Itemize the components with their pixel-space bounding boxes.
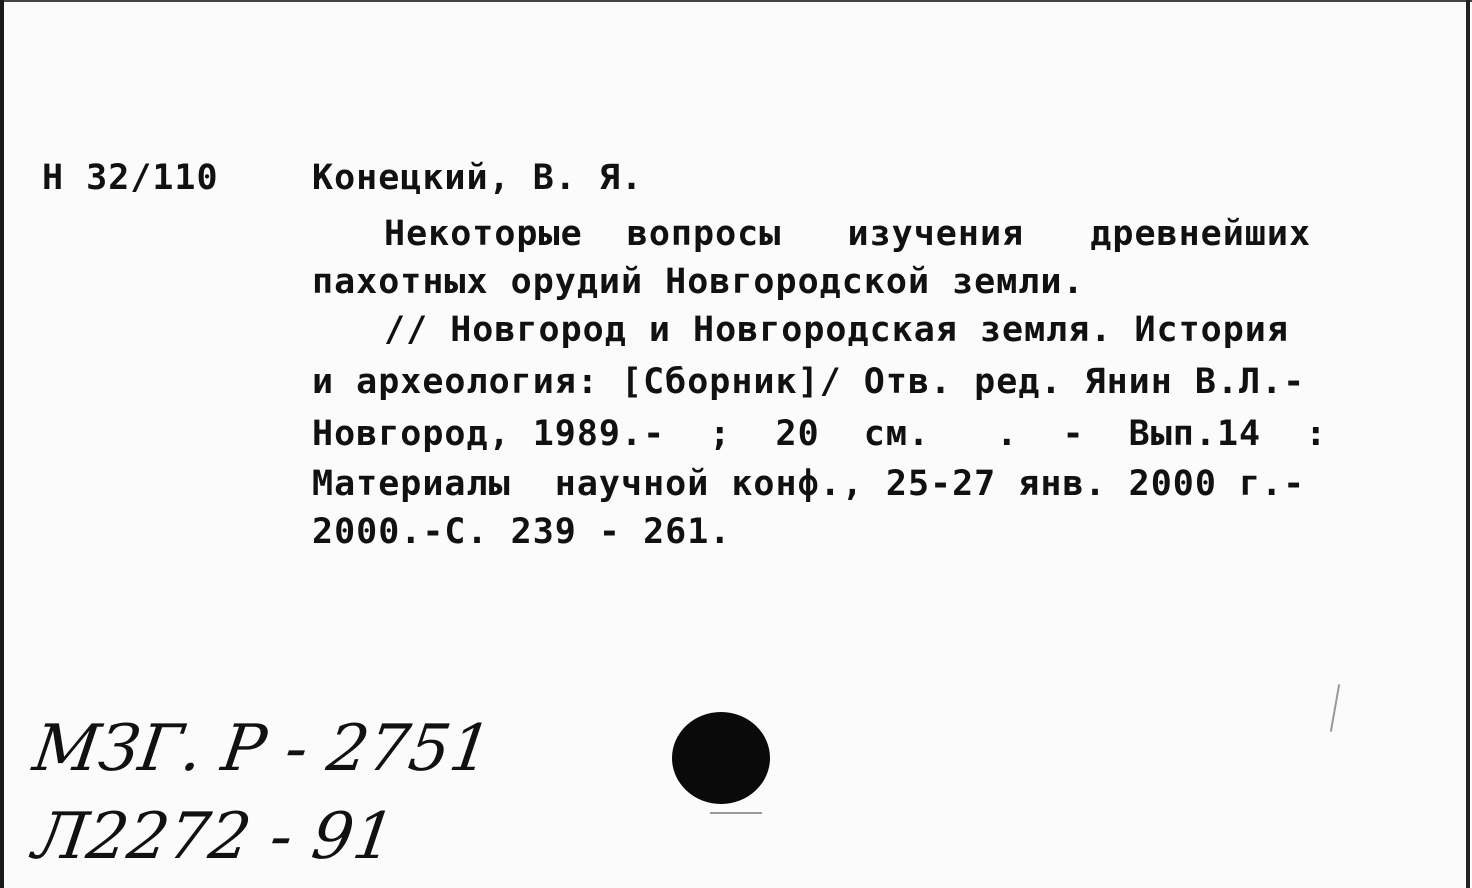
handwritten-number-1: МЗГ. Р - 2751: [28, 712, 496, 786]
source-line-4: Материалы научной конф., 25-27 янв. 2000 г.-: [312, 464, 1306, 504]
title-line-2: пахотных орудий Новгородской земли.: [312, 262, 1085, 302]
author-heading: Конецкий, В. Я.: [312, 158, 644, 198]
source-line-2: и археология: [Сборник]/ Отв. ред. Янин В.Л.-: [312, 362, 1306, 402]
title-line-1: Некоторые вопросы изучения древнейших: [384, 214, 1312, 254]
source-line-3: Новгород, 1989.- ; 20 см. . - Вып.14 :: [312, 414, 1328, 454]
card-left-edge: [0, 0, 4, 888]
punch-hole: [672, 712, 770, 804]
source-line-1: // Новгород и Новгородская земля. История: [384, 310, 1289, 350]
shelfmark: Н 32/110: [42, 158, 219, 198]
card-right-edge: [1466, 0, 1470, 888]
pencil-mark: [1330, 684, 1340, 732]
pages-line: 2000.-С. 239 - 261.: [312, 512, 732, 552]
card-top-edge: [0, 0, 1472, 2]
handwritten-number-2: Л2272 - 91: [28, 800, 400, 874]
pencil-mark-small: [710, 812, 762, 814]
